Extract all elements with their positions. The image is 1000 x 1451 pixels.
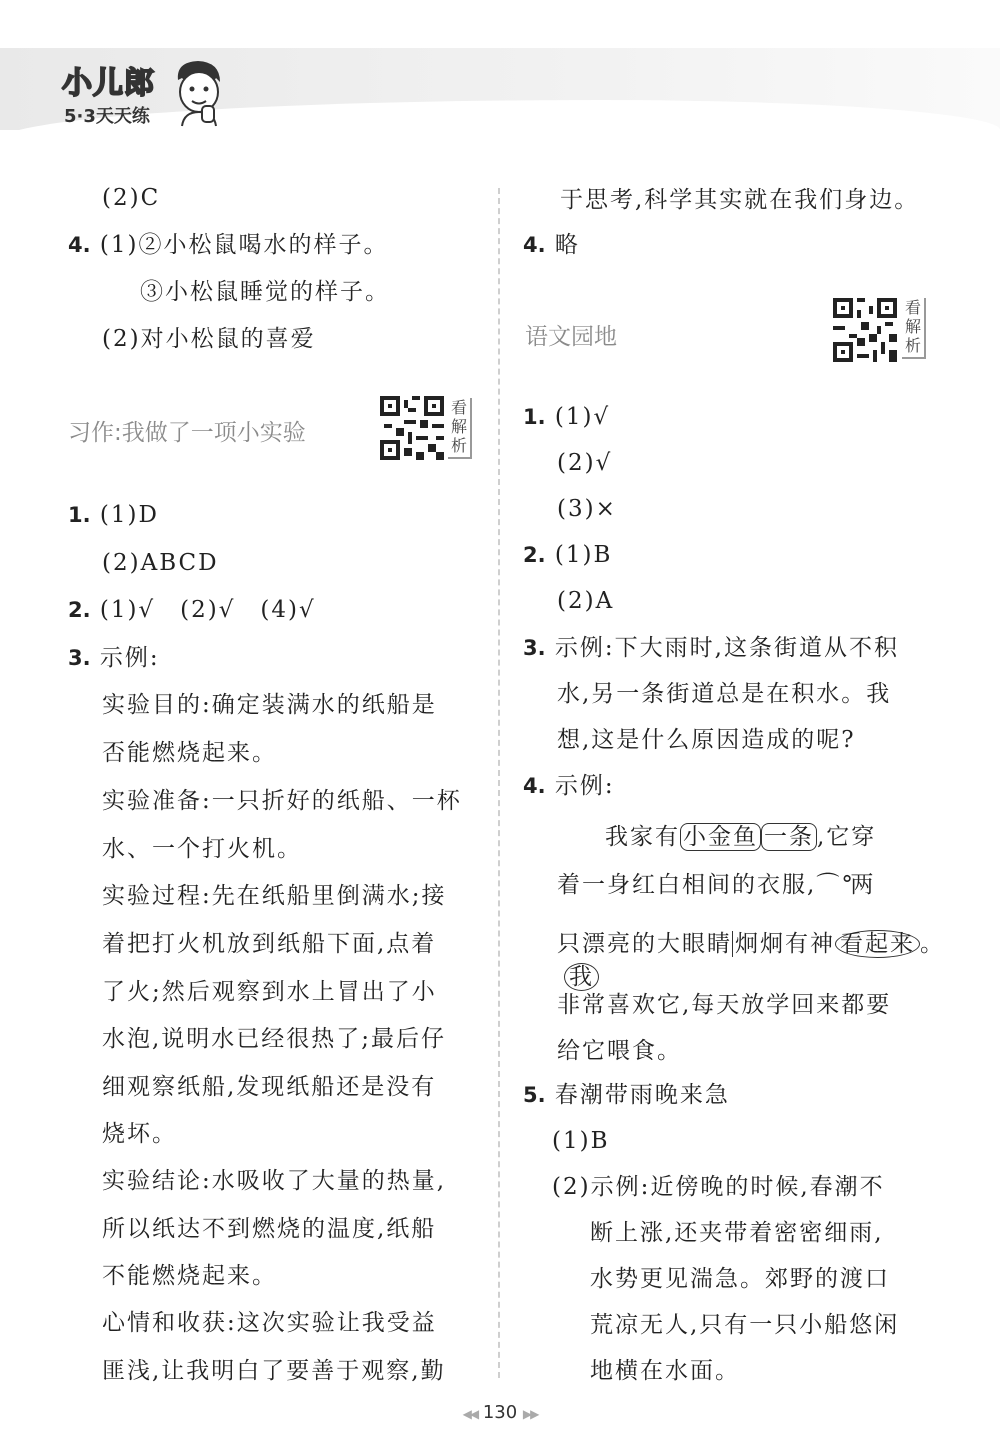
answer-line: 着把打火机放到纸船下面,点着 [102, 931, 437, 957]
circled-word: 看起来 [835, 930, 920, 958]
answer-line: 水,另一条街道总是在积水。我 [557, 681, 892, 707]
answer-line: 烧坏。 [102, 1121, 177, 1147]
answer-line: (2)示例:近傍晚的时候,春潮不 [552, 1174, 885, 1200]
qr-code-icon[interactable] [380, 396, 444, 460]
answer-text: (1)√ [554, 404, 611, 430]
edit-text: 两 [850, 872, 876, 898]
answer-line: 匪浅,让我明白了要善于观察,勤 [102, 1358, 446, 1384]
answer-line [68, 230, 389, 260]
mascot-icon [170, 58, 228, 128]
answer-line [68, 643, 160, 673]
edited-paragraph-line: 给它喂食。 [557, 1038, 682, 1064]
section-title: 习作:我做了一项小实验 [68, 420, 306, 446]
edited-paragraph-line [605, 822, 876, 852]
answer-line: 所以纸达不到燃烧的温度,纸船 [102, 1216, 437, 1242]
answer-line [523, 402, 610, 432]
answer-line: 否能燃烧起来。 [102, 740, 277, 766]
edit-text: 只漂亮的大眼睛 [557, 931, 732, 957]
answer-line [68, 500, 159, 530]
logo-subtitle: 5·3天天练 [64, 106, 150, 127]
answer-line [523, 633, 899, 663]
answer-text: 示例: [99, 645, 160, 671]
column-divider [498, 188, 500, 1378]
answer-line: (2)ABCD [102, 550, 219, 576]
answer-line: 水泡,说明水已经很热了;最后仔 [102, 1026, 447, 1052]
answer-line: 心情和收获:这次实验让我受益 [102, 1310, 437, 1336]
answer-line: (2)√ [557, 450, 613, 476]
question-number: 4. [523, 233, 546, 257]
answer-line [523, 1080, 730, 1110]
answer-line [523, 540, 612, 570]
question-number: 1. [68, 503, 91, 527]
answer-line: 想,这是什么原因造成的呢? [557, 727, 856, 753]
answer-line: 了火;然后观察到水上冒出了小 [102, 979, 437, 1005]
answer-line: (1)B [552, 1128, 610, 1154]
answer-line: 断上涨,还夹带着密密细雨, [590, 1220, 884, 1246]
answer-line: (3)× [557, 496, 617, 522]
question-number: 4. [68, 233, 91, 257]
page-number: 130 [482, 1402, 518, 1423]
answer-line: 荒凉无人,只有一只小船悠闲 [590, 1312, 900, 1338]
answer-line: ③小松鼠睡觉的样子。 [140, 279, 390, 305]
qr-label: 看解析 [448, 398, 472, 459]
answer-line: (2)对小松鼠的喜爱 [102, 326, 316, 352]
answer-text: (1)√ (2)√ (4)√ [99, 597, 316, 623]
edited-paragraph-line [557, 929, 945, 959]
answer-text: (1)②小松鼠喝水的样子。 [99, 232, 389, 258]
boxed-word: 小金鱼 [680, 823, 761, 851]
answer-text: 略 [554, 232, 580, 258]
answer-line: 水势更见湍急。郊野的渡口 [590, 1266, 890, 1292]
answer-line: 实验准备:一只折好的纸船、一杯 [102, 788, 462, 814]
boxed-word: 一条 [761, 823, 817, 851]
section-title: 语文园地 [525, 324, 617, 350]
logo-brand: 小儿郎 [62, 66, 155, 101]
answer-line: 实验结论:水吸收了大量的热量, [102, 1168, 447, 1194]
edited-paragraph-line: 非常喜欢它,每天放学回来都要 [557, 992, 892, 1018]
qr-label: 看解析 [902, 298, 926, 359]
next-arrow-icon: ▶▶ [522, 1407, 538, 1421]
question-number: 3. [523, 636, 546, 660]
answer-line [68, 595, 316, 625]
answer-text: 示例:下大雨时,这条街道从不积 [554, 635, 899, 661]
answer-line: 水、一个打火机。 [102, 836, 302, 862]
answer-text: 春潮带雨晚来急 [554, 1082, 730, 1108]
answer-line: 地横在水面。 [590, 1358, 740, 1384]
edit-text: 我家有 [605, 824, 680, 850]
inserted-word [564, 962, 599, 992]
answer-text: (1)B [554, 542, 613, 568]
edit-text: 。 [920, 931, 945, 957]
answer-line: (2)C [102, 185, 161, 211]
question-number: 2. [523, 543, 546, 567]
question-number: 4. [523, 774, 546, 798]
page-footer [430, 1402, 570, 1423]
answer-line: 实验过程:先在纸船里倒满水;接 [102, 883, 447, 909]
answer-text: (1)D [99, 502, 159, 528]
answer-line: (2)A [557, 588, 615, 614]
answer-line [523, 230, 580, 260]
qr-code-icon[interactable] [833, 298, 897, 362]
edit-text: 着一身红白相间的衣服, [557, 872, 817, 898]
question-number: 2. [68, 598, 91, 622]
answer-line: 实验目的:确定装满水的纸船是 [102, 692, 437, 718]
answer-line [523, 771, 615, 801]
question-number: 3. [68, 646, 91, 670]
answer-line: 不能燃烧起来。 [102, 1263, 277, 1289]
logo [62, 58, 232, 128]
question-number: 1. [523, 405, 546, 429]
edited-paragraph-line [557, 870, 875, 900]
circled-word: 我 [564, 963, 599, 991]
answer-line: 于思考,科学其实就在我们身边。 [560, 187, 920, 213]
answer-text: 示例: [554, 773, 615, 799]
edit-text: ,它穿 [817, 824, 877, 850]
prev-arrow-icon: ◀◀ [462, 1407, 478, 1421]
answer-line: 细观察纸船,发现纸船还是没有 [102, 1074, 437, 1100]
question-number: 5. [523, 1083, 546, 1107]
edit-text: 炯炯有神 [732, 931, 835, 957]
insert-mark-icon: ⌒° [816, 872, 855, 898]
